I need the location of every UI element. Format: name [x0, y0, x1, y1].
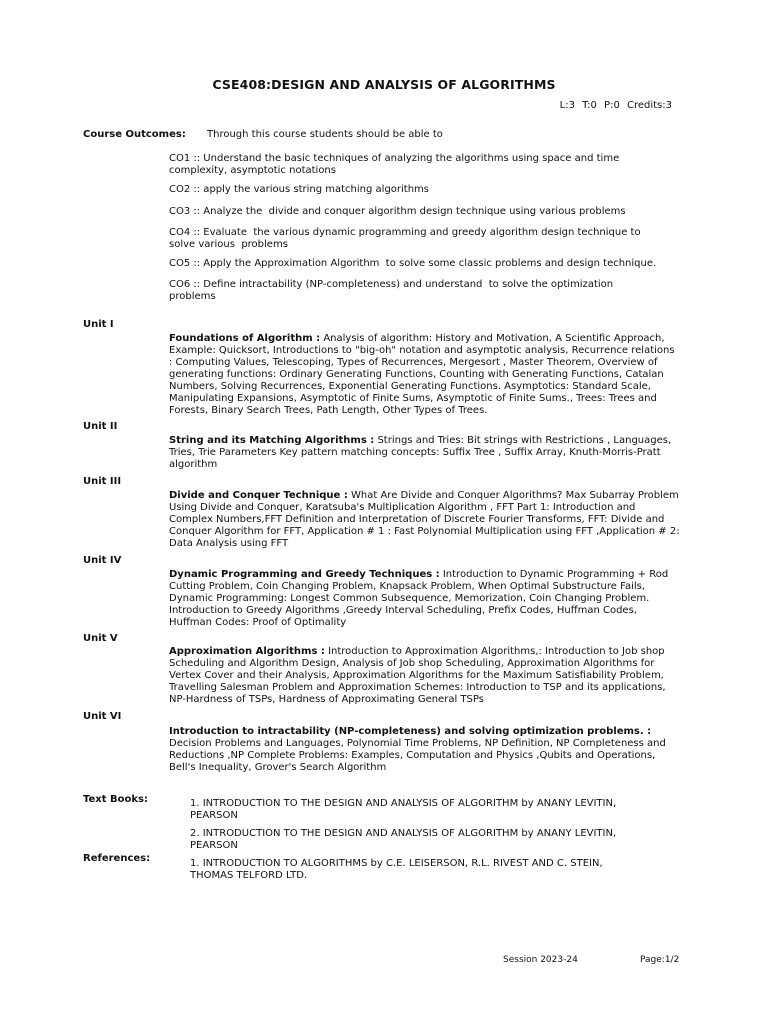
- unit-body: Analysis of algorithm: History and Motivation, A Scientific Approach, Example: Quicksort, Introductions to "big-oh" notation and asymptotic analysis, Recurrence relations : Computing Values, Telescoping, Types of Recurrences, Mergesort , Master Theorem, Overview of generating functions: Ordinary Generating Functions, Counting with Generating Functions, Catalan Numbers, Solving Recurrences, Exponential Generating Functions. Asymptotics: Standard Scale, Manipulating Expansions, Asymptotic of Finite Sums, Asymptotic of Finite Sums., Trees: Trees and Forests, Binary Search Trees, Path Length, Other Types of Trees.: [169, 333, 675, 416]
- course-outcome-1: CO1 :: Understand the basic techniques of analyzing the algorithms using space and time complexity, asymptotic notations: [169, 153, 620, 176]
- unit-content: [169, 490, 709, 550]
- text-book-item: 1. INTRODUCTION TO THE DESIGN AND ANALYSIS OF ALGORITHM by ANANY LEVITIN, PEARSON: [190, 798, 617, 821]
- course-outcome-2: CO2 :: apply the various string matching algorithms: [169, 184, 430, 195]
- course-outcome-6: CO6 :: Define intractability (NP-completeness) and understand to solve the optimization problems: [169, 279, 614, 302]
- unit-heading: Approximation Algorithms :: [169, 646, 325, 657]
- text-books-label: Text Books:: [83, 794, 148, 805]
- course-outcome-4: CO4 :: Evaluate the various dynamic programming and greedy algorithm design technique to solve various problems: [169, 227, 641, 250]
- references-label: References:: [83, 853, 151, 864]
- course-outcomes-intro: Through this course students should be able to: [207, 129, 443, 140]
- unit-heading: Dynamic Programming and Greedy Techniques :: [169, 569, 440, 580]
- page-number: Page:1/2: [640, 955, 680, 965]
- unit-label: Unit VI: [83, 711, 122, 722]
- unit-heading: Divide and Conquer Technique :: [169, 490, 348, 501]
- unit-content: [169, 726, 709, 774]
- credits-line: L:3 T:0 P:0 Credits:3: [559, 100, 672, 111]
- unit-body: Decision Problems and Languages, Polynomial Time Problems, NP Definition, NP Completeness and Reductions ,NP Complete Problems: Examples, Computation and Physics ,Qubits and Operations, Bell's Inequality, Grover's Search Algorithm: [169, 738, 666, 773]
- unit-heading: String and its Matching Algorithms :: [169, 435, 375, 446]
- unit-content: [169, 646, 709, 706]
- unit-heading: Introduction to intractability (NP-completeness) and solving optimization problems. :: [169, 726, 652, 737]
- unit-body: Introduction to Dynamic Programming + Rod Cutting Problem, Coin Changing Problem, Knapsack Problem, When Optimal Substructure Fails, Dynamic Programming: Longest Common Subsequence, Memorization, Coin Changing Problem. Introduction to Greedy Algorithms ,Greedy Interval Scheduling, Prefix Codes, Huffman Codes, Huffman Codes: Proof of Optimality: [169, 569, 669, 628]
- unit-body: What Are Divide and Conquer Algorithms? Max Subarray Problem Using Divide and Conquer, Karatsuba's Multiplication Algorithm , FFT Part 1: Introduction and Complex Numbers,FFT Definition and Interpretation of Discrete Fourier Transforms, FFT: Divide and Conquer Algorithm for FFT, Application # 1 : Fast Polynomial Multiplication using FFT ,Application # 2: Data Analysis using FFT: [169, 490, 680, 549]
- unit-heading: Foundations of Algorithm :: [169, 333, 321, 344]
- unit-content: [169, 333, 709, 417]
- course-outcomes-label: Course Outcomes:: [83, 129, 186, 140]
- unit-label: Unit I: [83, 319, 114, 330]
- unit-body: Introduction to Approximation Algorithms,: Introduction to Job shop Scheduling and Algorithm Design, Analysis of Job shop Scheduling, Approximation Algorithms for Vertex Cover and their Analysis, Approximation Algorithms for the Maximum Satisfiability Problem, Travelling Salesman Problem and Approximation Schemes: Introduction to TSP and its applications, NP-Hardness of TSPs, Hardness of Approximating General TSPs: [169, 646, 666, 705]
- unit-label: Unit IV: [83, 555, 122, 566]
- text-book-item: 2. INTRODUCTION TO THE DESIGN AND ANALYSIS OF ALGORITHM by ANANY LEVITIN, PEARSON: [190, 828, 617, 851]
- unit-content: [169, 435, 709, 471]
- course-title: CSE408:DESIGN AND ANALYSIS OF ALGORITHMS: [212, 77, 556, 92]
- unit-content: [169, 569, 709, 629]
- unit-label: Unit III: [83, 476, 122, 487]
- unit-label: Unit II: [83, 421, 118, 432]
- unit-body: Strings and Tries: Bit strings with Restrictions , Languages, Tries, Trie Parameters Key pattern matching concepts: Suffix Tree , Suffix Array, Knuth-Morris-Pratt algorithm: [169, 435, 672, 470]
- course-outcome-3: CO3 :: Analyze the divide and conquer algorithm design technique using various problems: [169, 206, 626, 217]
- reference-item: 1. INTRODUCTION TO ALGORITHMS by C.E. LEISERSON, R.L. RIVEST AND C. STEIN, THOMAS TELFORD LTD.: [190, 858, 603, 881]
- session-label: Session 2023-24: [503, 955, 578, 965]
- course-outcome-5: CO5 :: Apply the Approximation Algorithm to solve some classic problems and design technique.: [169, 258, 657, 269]
- unit-label: Unit V: [83, 633, 118, 644]
